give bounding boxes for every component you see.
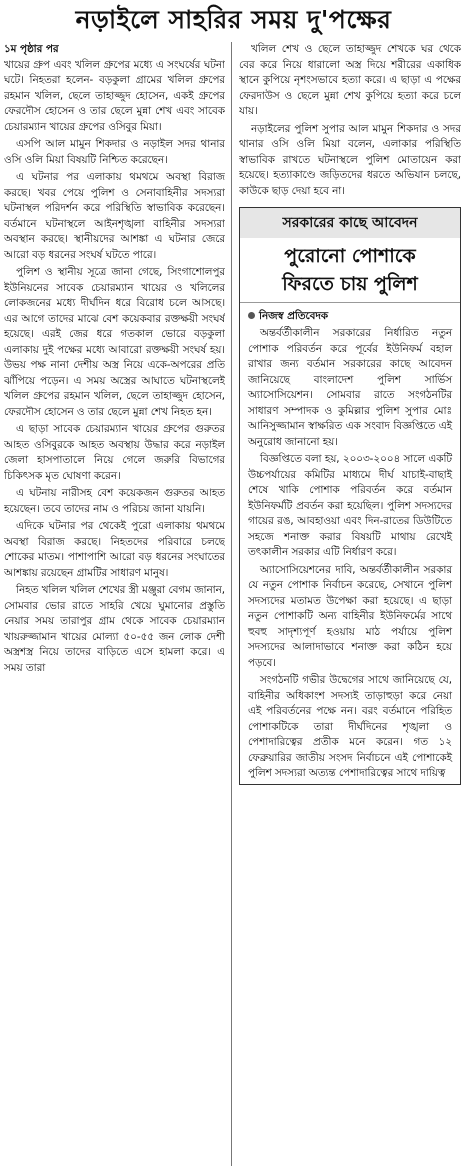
article-paragraph: নিহত খলিল খলিল শেখের স্ত্রী মঞ্জুরা বেগম জানান, সোমবার ভোর রাতে সাহরি খেয়ে ঘুমানোর প্রস্তুতি নেয়ার সময় তারাপুর গ্রাম থেকে সাবেক চেয়ারম্যান খায়রুজ্জামান খায়ের মোল্যা ৫০-৫৫ জন লোক দেশী অস্ত্রশস্ত্র নিয়ে তাদের বাড়িতে এসে হামলা করে। এ সময় তারা — [4, 584, 225, 674]
article-paragraph: এ ঘটনার পর এলাকায় থমথমে অবস্থা বিরাজ করছে। খবর পেয়ে পুলিশ ও সেনাবাহিনীর সদস্যরা ঘটনাস্থল পরিদর্শন করে পরিস্থিতি স্বাভাবিক করেছেন। বর্তমানে ঘটনাস্থলে আইনশৃঙ্খলা বাহিনীর সদস্যরা অবস্থান করছে। স্থানীয়দের আশঙ্কা এ ঘটনার জেরে আরো বড় ধরনের সংঘর্ষ ঘটতে পারে। — [4, 171, 225, 261]
article-paragraph: পুলিশ ও স্থানীয় সূত্রে জানা গেছে, সিংগাশোলপুর ইউনিয়নের সাবেক চেয়ারম্যান খায়ের ও খলিলের লোকজনের মধ্যে দীর্ঘদিন ধরে বিরোধ চলে আসছে। এর আগে তাদের মাঝে বেশ কয়েকবার রক্তক্ষয়ী সংঘর্ষ হয়েছে। এরই জের ধরে গতকাল ভোরে বড়কুলা এলাকায় দুই পক্ষের মধ্যে আবারো রক্তক্ষয়ী সংঘর্ষ হয়। উভয় পক্ষ নানা দেশীয় অস্ত্র নিয়ে একে-অপরের প্রতি ঝাঁপিয়ে পড়েন। এ সময় অস্ত্রের আঘাতে ঘটনাস্থলেই খলিল গ্রুপের রহমান খলিল, ছেলে তাহাজ্জুদ হোসেন, ফেরদৌস হোসেন ও তার ছেলে মুন্না শেখ নিহত হন। — [4, 266, 225, 418]
left-column — [4, 42, 225, 1166]
article-paragraph: এ ছাড়া সাবেক চেয়ারম্যান খায়ের গ্রুপের গুরুতর আহত ওসিবুরকে আহত অবস্থায় উদ্ধার করে নড়াইল জেলা হাসপাতালে নিয়ে গেলে জরুরি বিভাগের চিকিৎসক মৃত ঘোষণা করেন। — [4, 423, 225, 482]
article-paragraph: সংগঠনটি গভীর উদ্বেগের সাথে জানিয়েছে যে, বাহিনীর অধিকাংশ সদস্যই তাড়াহুড়া করে নেয়া এই পরিবর্তনের পক্ষে নন। বরং বর্তমানে পরিহিত পোশাকটিকে তারা দীর্ঘদিনের শৃঙ্খলা ও পেশাদারিত্বের প্রতীক মনে করেন। গত ১২ ফেব্রুয়ারির জাতীয় সংসদ নির্বাচনে এই পোশাকেই পুলিশ সদস্যরা অত্যন্ত পেশাদারিত্বের সাথে দায়িত্ব — [248, 674, 452, 779]
boxed-article-title-line: ফিরতে চায় পুলিশ — [282, 272, 418, 295]
article-paragraph: বিজ্ঞপ্তিতে বলা হয়, ২০০৩-২০০৪ সালে একটি উচ্চপর্যায়ের কমিটির মাধ্যমে দীর্ঘ যাচাই-বাছাই শেষে খাকি পোশাক পরিবর্তন করে বর্তমান ইউনিফর্মটি প্রবর্তন করা হয়েছিল। পুলিশ সদস্যদের গায়ের রঙ, আবহাওয়া এবং দিন-রাতের ডিউটিতে সহজে শনাক্ত করার বিষয়টি মাথায় রেখেই তৎকালীন সরকার এটি নির্ধারণ করে। — [248, 453, 452, 558]
article-paragraph: এদিকে ঘটনার পর থেকেই পুরো এলাকায় থমথমে অবস্থা বিরাজ করছে। নিহতদের পরিবারে চলছে শোকের মাতম। পাশাপাশি আরো বড় ধরনের সংঘাতের আশঙ্কায় রয়েছেন গ্রামটির সাধারণ মানুষ। — [4, 520, 225, 579]
headline: নড়াইলে সাহরির সময় দু'পক্ষের — [75, 5, 392, 34]
byline-text: নিজস্ব প্রতিবেদক — [259, 309, 328, 322]
article-paragraph: খলিল শেখ ও ছেলে তাহাজ্জুদ শেখকে ঘর থেকে বের করে নিয়ে ধারালো অস্ত্র দিয়ে শরীরের একাধিক স্থানে কুপিয়ে নৃশংসভাবে হত্যা করে। এ ছাড়া এ পক্ষের ফেরদাউস ও ছেলে মুন্না শেখ কুপিয়ে হত্যা করে চলে যায়। — [239, 43, 461, 117]
boxed-article — [239, 207, 461, 785]
article-paragraph: এ ঘটনায় নারীসহ বেশ কয়েকজন গুরুতর আহত হয়েছেন। তবে তাদের নাম ও পরিচয় জানা যায়নি। — [4, 487, 225, 515]
column-divider — [231, 42, 232, 1166]
boxed-article-title-line: পুরোনো পোশাকে — [284, 244, 416, 267]
boxed-article-title — [240, 238, 460, 303]
boxed-article-kicker: সরকারের কাছে আবেদন — [240, 208, 460, 238]
article-paragraph: অন্তর্বর্তীকালীন সরকারের নির্ধারিত নতুন পোশাক পরিবর্তন করে পূর্বের ইউনিফর্ম বহাল রাখার জন্য বর্তমান সরকারের কাছে আবেদন জানিয়েছে বাংলাদেশ পুলিশ সার্ভিস অ্যাসোসিয়েশন। সোমবার রাতে সংগঠনটির সাধারণ সম্পাদক ও কুমিল্লার পুলিশ সুপার মোঃ আনিসুজ্জামান স্বাক্ষরিত এক সংবাদ বিজ্ঞপ্তিতে এই অনুরোধ জানানো হয়। — [248, 327, 452, 448]
byline — [248, 309, 452, 325]
jump-line: ১ম পৃষ্ঠার পর — [4, 43, 59, 55]
article-paragraph: অ্যাসোসিয়েশনের দাবি, অন্তর্বর্তীকালীন সরকার যে নতুন পোশাক নির্বাচন করেছে, সেখানে পুলিশ সদস্যদের মতামত উপেক্ষা করা হয়েছে। এ ছাড়া নতুন পোশাকটি অন্য বাহিনীর ইউনিফর্মের সাথে হুবহু সাদৃশ্যপূর্ণ হওয়ায় মাঠ পর্যায়ে পুলিশ সদস্যদের আলাদাভাবে শনাক্ত করা কঠিন হয়ে পড়বে। — [248, 563, 452, 669]
article-paragraph: নড়াইলের পুলিশ সুপার আল মামুন শিকদার ও সদর থানার ওসি ওলি মিয়া বলেন, এলাকার পরিস্থিতি স্বাভাবিক রাখতে ঘটনাস্থলে পুলিশ মোতায়েন করা হয়েছে। হত্যাকাণ্ডে জড়িতদের ধরতে অভিযান চলছে, কাউকে ছাড় দেয়া হবে না। — [239, 122, 461, 197]
bullet-icon — [248, 312, 255, 319]
article-paragraph: এসপি আল মামুন শিকদার ও নড়াইল সদর থানার ওসি ওলি মিয়া বিষয়টি নিশ্চিত করেছেন। — [4, 138, 225, 166]
boxed-article-body — [240, 303, 460, 782]
article-paragraph: খায়ের গ্রুপ এবং খলিল গ্রুপের মধ্যে এ সংঘর্ষের ঘটনা ঘটে। নিহতরা হলেন- বড়কুলা গ্রামের খলিল গ্রুপের রহমান খলিল, ছেলে তাহাজ্জুদ হোসেন, একই গ্রুপের ফেরদৌস হোসেন ও তার ছেলে মুন্না শেখ এবং সাবেক চেয়ারম্যান খায়ের গ্রুপের ওসিবুর মিয়া। — [4, 58, 225, 133]
right-column — [239, 42, 461, 1166]
